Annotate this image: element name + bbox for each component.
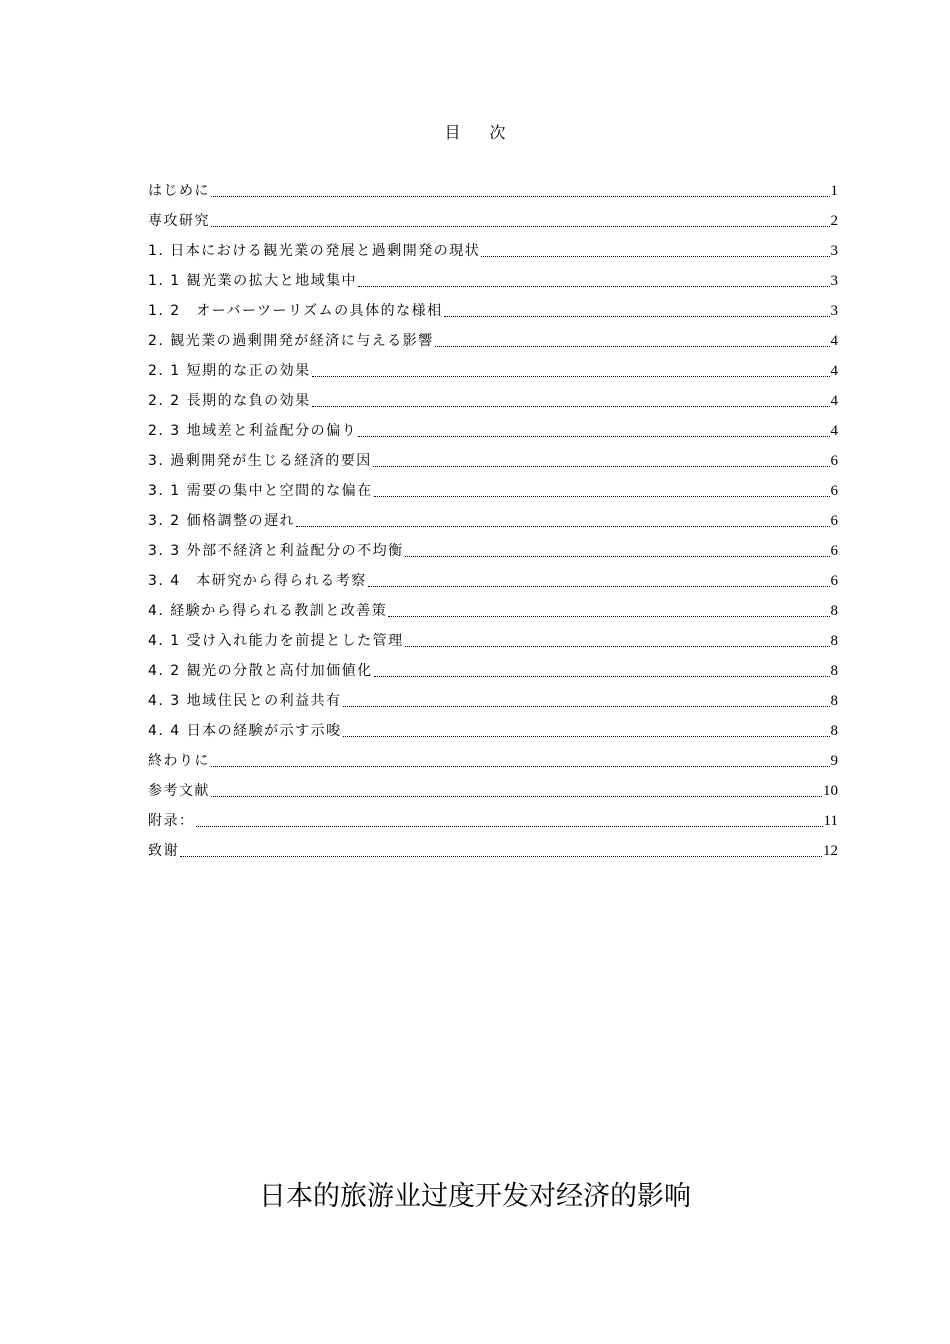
toc-entry-15[interactable] [148,623,838,653]
toc-leader-dots [211,179,830,203]
toc-entry-label: 2. 3 地域差と利益配分の偏り [148,423,358,439]
toc-entry-page: 11 [823,813,838,829]
toc-entry-page: 4 [830,423,838,439]
toc-entry-10[interactable] [148,473,838,503]
toc-entry-19[interactable] [148,743,838,773]
toc-leader-dots [405,629,830,653]
toc-entry-label: 4. 1 受け入れ能力を前提とした管理 [148,633,404,649]
toc-entry-11[interactable] [148,503,838,533]
toc-entry-6[interactable] [148,353,838,383]
toc-entry-page: 8 [830,633,838,649]
toc-entry-0[interactable] [148,173,838,203]
toc-leader-dots [312,359,830,383]
toc-entry-17[interactable] [148,683,838,713]
toc-entry-page: 4 [830,363,838,379]
toc-entry-label: 終わりに [148,753,210,769]
toc-entry-label: 附录： [148,813,195,829]
toc-entry-12[interactable] [148,533,838,563]
toc-entry-label: 2. 2 長期的な負の効果 [148,393,311,409]
toc-entry-5[interactable] [148,323,838,353]
toc-leader-dots [444,299,830,323]
toc-leader-dots [481,239,829,263]
toc-entry-page: 8 [830,723,838,739]
toc-leader-dots [180,839,822,863]
toc-entry-label: 3. 3 外部不経済と利益配分の不均衡 [148,543,404,559]
toc-leader-dots [358,269,829,293]
toc-entry-label: 3. 2 価格調整の遅れ [148,513,296,529]
toc-entry-9[interactable] [148,443,838,473]
toc-entry-16[interactable] [148,653,838,683]
toc-leader-dots [374,479,830,503]
toc-entry-page: 4 [830,333,838,349]
toc-entry-1[interactable] [148,203,838,233]
toc-leader-dots [358,419,829,443]
document-title: 日本的旅游业过度开发对经济的影响 [259,1181,691,1212]
toc-leader-dots [388,599,829,623]
toc-entry-18[interactable] [148,713,838,743]
toc-entry-21[interactable] [148,803,838,833]
toc-entry-page: 2 [830,213,838,229]
toc-leader-dots [343,719,830,743]
toc-leader-dots [405,539,830,563]
toc-entry-page: 6 [830,543,838,559]
toc-entry-7[interactable] [148,383,838,413]
toc-leader-dots [312,389,830,413]
table-of-contents [148,173,838,863]
toc-entry-page: 10 [823,783,838,799]
toc-leader-dots [368,569,830,593]
toc-entry-label: 4. 4 日本の経験が示す示唆 [148,723,342,739]
toc-entry-4[interactable] [148,293,838,323]
toc-entry-22[interactable] [148,833,838,863]
toc-entry-label: 4. 経験から得られる教訓と改善策 [148,603,388,619]
toc-entry-page: 9 [830,753,838,769]
toc-entry-label: 1. 1 観光業の拡大と地域集中 [148,273,358,289]
toc-leader-dots [374,659,830,683]
toc-entry-page: 1 [830,183,838,199]
toc-entry-label: 2. 1 短期的な正の効果 [148,363,311,379]
toc-entry-label: 3. 4 本研究から得られる考察 [148,573,367,589]
toc-entry-page: 6 [830,453,838,469]
toc-entry-page: 3 [830,243,838,259]
toc-entry-page: 8 [830,693,838,709]
toc-leader-dots [211,779,822,803]
toc-leader-dots [196,809,823,833]
toc-entry-label: 参考文献 [148,783,210,799]
toc-entry-13[interactable] [148,563,838,593]
toc-entry-label: 専攻研究 [148,213,210,229]
toc-entry-page: 8 [830,663,838,679]
toc-entry-page: 12 [823,843,838,859]
toc-leader-dots [211,749,830,773]
toc-entry-label: 致谢 [148,843,179,859]
toc-leader-dots [211,209,830,233]
toc-entry-label: 3. 1 需要の集中と空間的な偏在 [148,483,373,499]
toc-leader-dots [343,689,830,713]
toc-entry-label: 2. 観光業の過剰開発が経済に与える影響 [148,333,434,349]
toc-entry-label: 4. 2 観光の分散と高付加価値化 [148,663,373,679]
toc-entry-label: 1. 2 オーバーツーリズムの具体的な様相 [148,303,443,319]
toc-entry-page: 3 [830,273,838,289]
toc-entry-page: 8 [830,603,838,619]
toc-entry-2[interactable] [148,233,838,263]
toc-entry-8[interactable] [148,413,838,443]
toc-entry-page: 3 [830,303,838,319]
toc-entry-20[interactable] [148,773,838,803]
toc-entry-label: 1. 日本における観光業の発展と過剰開発の現状 [148,243,481,259]
toc-entry-page: 6 [830,513,838,529]
toc-entry-page: 6 [830,573,838,589]
toc-entry-label: 3. 過剰開発が生じる経済的要因 [148,453,372,469]
toc-title: 目 次 [444,123,518,142]
toc-leader-dots [435,329,830,353]
toc-leader-dots [373,449,830,473]
toc-entry-label: はじめに [148,183,210,199]
toc-entry-3[interactable] [148,263,838,293]
toc-leader-dots [296,509,829,533]
toc-entry-page: 4 [830,393,838,409]
toc-entry-page: 6 [830,483,838,499]
toc-entry-14[interactable] [148,593,838,623]
toc-entry-label: 4. 3 地域住民との利益共有 [148,693,342,709]
